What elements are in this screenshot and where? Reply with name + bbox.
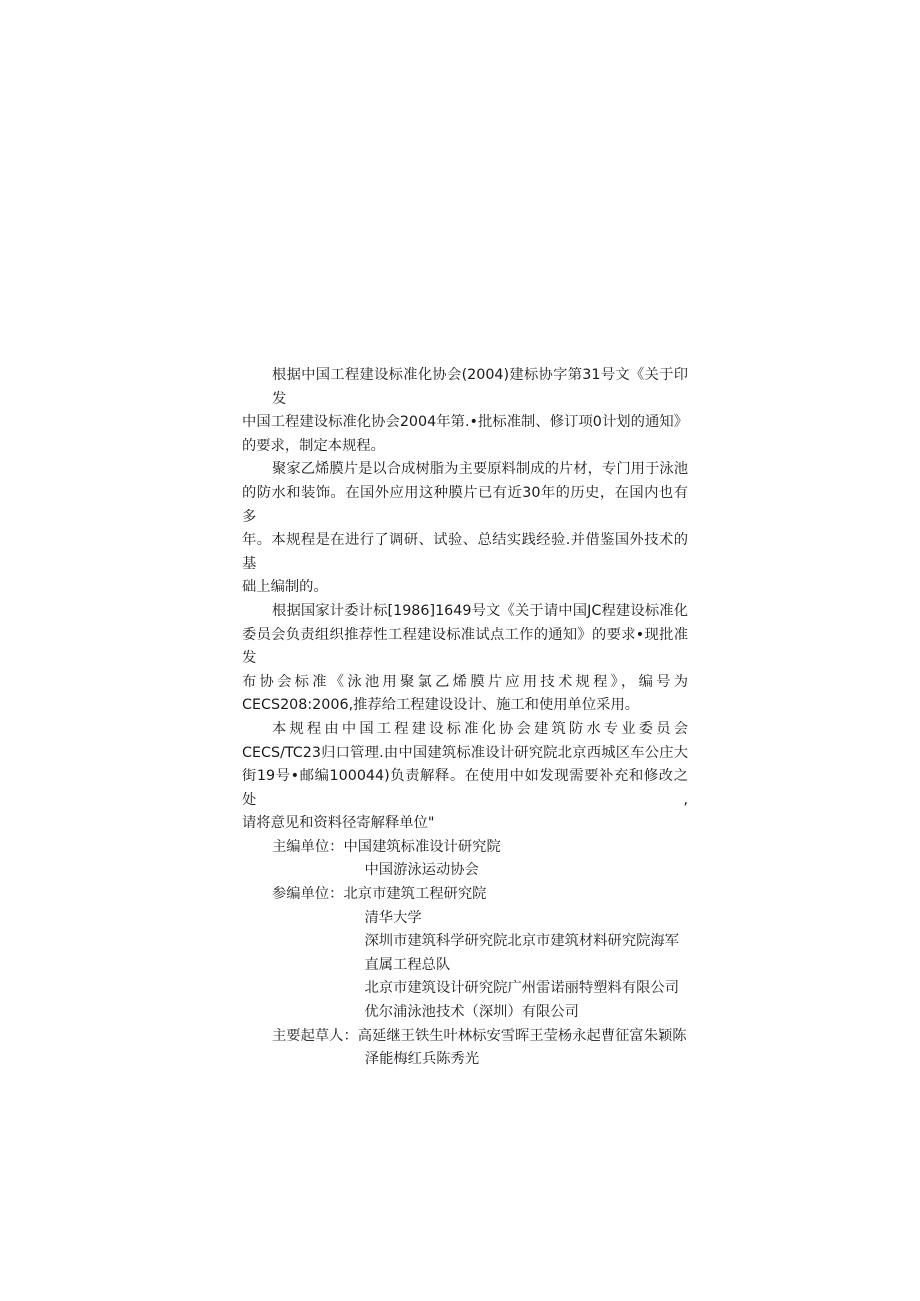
paragraph-line: 请将意见和资料径寄解释单位" (242, 815, 435, 832)
paragraph-line: 根据中国工程建设标准化协会(2004)建标协字第31号文《关于印发 (272, 367, 688, 407)
paragraph-line: 聚家乙烯膜片是以合成树脂为主要原料制成的片材，专门用于泳池 (272, 461, 688, 478)
drafter-names: 高延继王铁生叶林标安雪晖王莹杨永起曹征富朱颖陈 (357, 1027, 687, 1044)
unit-name: 优尔浦泳池技术（深圳）有限公司 (364, 1004, 579, 1021)
unit-name: 北京市建筑工程研究院 (343, 886, 487, 903)
paragraph-line: 中国工程建设标准化协会2004年第.•批标准制、修订项0计划的通知》 (242, 414, 688, 431)
chief-editor-units (242, 836, 688, 883)
unit-name: 中国游泳运动协会 (364, 862, 479, 879)
drafter-names: 泽能梅红兵陈秀光 (364, 1051, 480, 1068)
unit-name: 清华大学 (364, 909, 422, 926)
drafters-label: 主要起草人： (272, 1027, 358, 1044)
compiling-units (242, 836, 688, 1072)
drafters-list (358, 1025, 688, 1072)
paragraph-line: 街19号•邮编100044)负责解释。在使用中如发现需要补充和修改之处, (242, 768, 688, 808)
unit-name: 直属工程总队 (364, 956, 451, 973)
paragraph-line: CECS/TC23归口管理.由中国建筑标准设计研究院北京西城区车公庄大 (242, 744, 688, 761)
paragraph-1 (242, 364, 688, 458)
unit-name: 中国建筑标准设计研究院 (343, 838, 501, 855)
participating-label: 参编单位： (272, 886, 344, 903)
paragraph-line: 的防水和装饰。在国外应用这种膜片已有近30年的历史，在国内也有多 (242, 484, 688, 525)
paragraph-3 (242, 600, 688, 718)
paragraph-line: CECS208:2006,推荐给工程建设设计、施工和使用单位采用。 (242, 697, 640, 714)
unit-name: 深圳市建筑科学研究院北京市建筑材料研究院海军 (364, 933, 680, 950)
unit-name: 北京市建筑设计研究院广州雷诺丽特塑料有限公司 (364, 980, 680, 997)
chief-editor-label: 主编单位： (272, 838, 344, 855)
paragraph-line: 根据国家计委计标[1986]1649号文《关于请中国JC程建设标准化 (272, 602, 688, 619)
paragraph-2 (242, 458, 688, 600)
paragraph-4 (242, 718, 688, 836)
paragraph-line: 础上编制的。 (242, 579, 328, 596)
participating-list (343, 883, 688, 1025)
paragraph-line: 的要求，制定本规程。 (242, 437, 385, 454)
paragraph-line: 委员会负责组织推荐性工程建设标准试点工作的通知》的要求•现批准发 (242, 626, 688, 667)
participating-units (242, 883, 688, 1025)
chief-editor-list (343, 836, 688, 883)
main-drafters (242, 1025, 688, 1072)
preface-text (242, 364, 688, 1072)
paragraph-line: 布协会标准《泳池用聚氯乙烯膜片应用技术规程》，编号为 (242, 673, 688, 690)
paragraph-line: 年。本规程是在进行了调研、试验、总结实践经验.并借鉴国外技术的基 (242, 532, 688, 572)
paragraph-line: 本规程由中国工程建设标准化协会建筑防水专业委员会 (272, 720, 688, 737)
